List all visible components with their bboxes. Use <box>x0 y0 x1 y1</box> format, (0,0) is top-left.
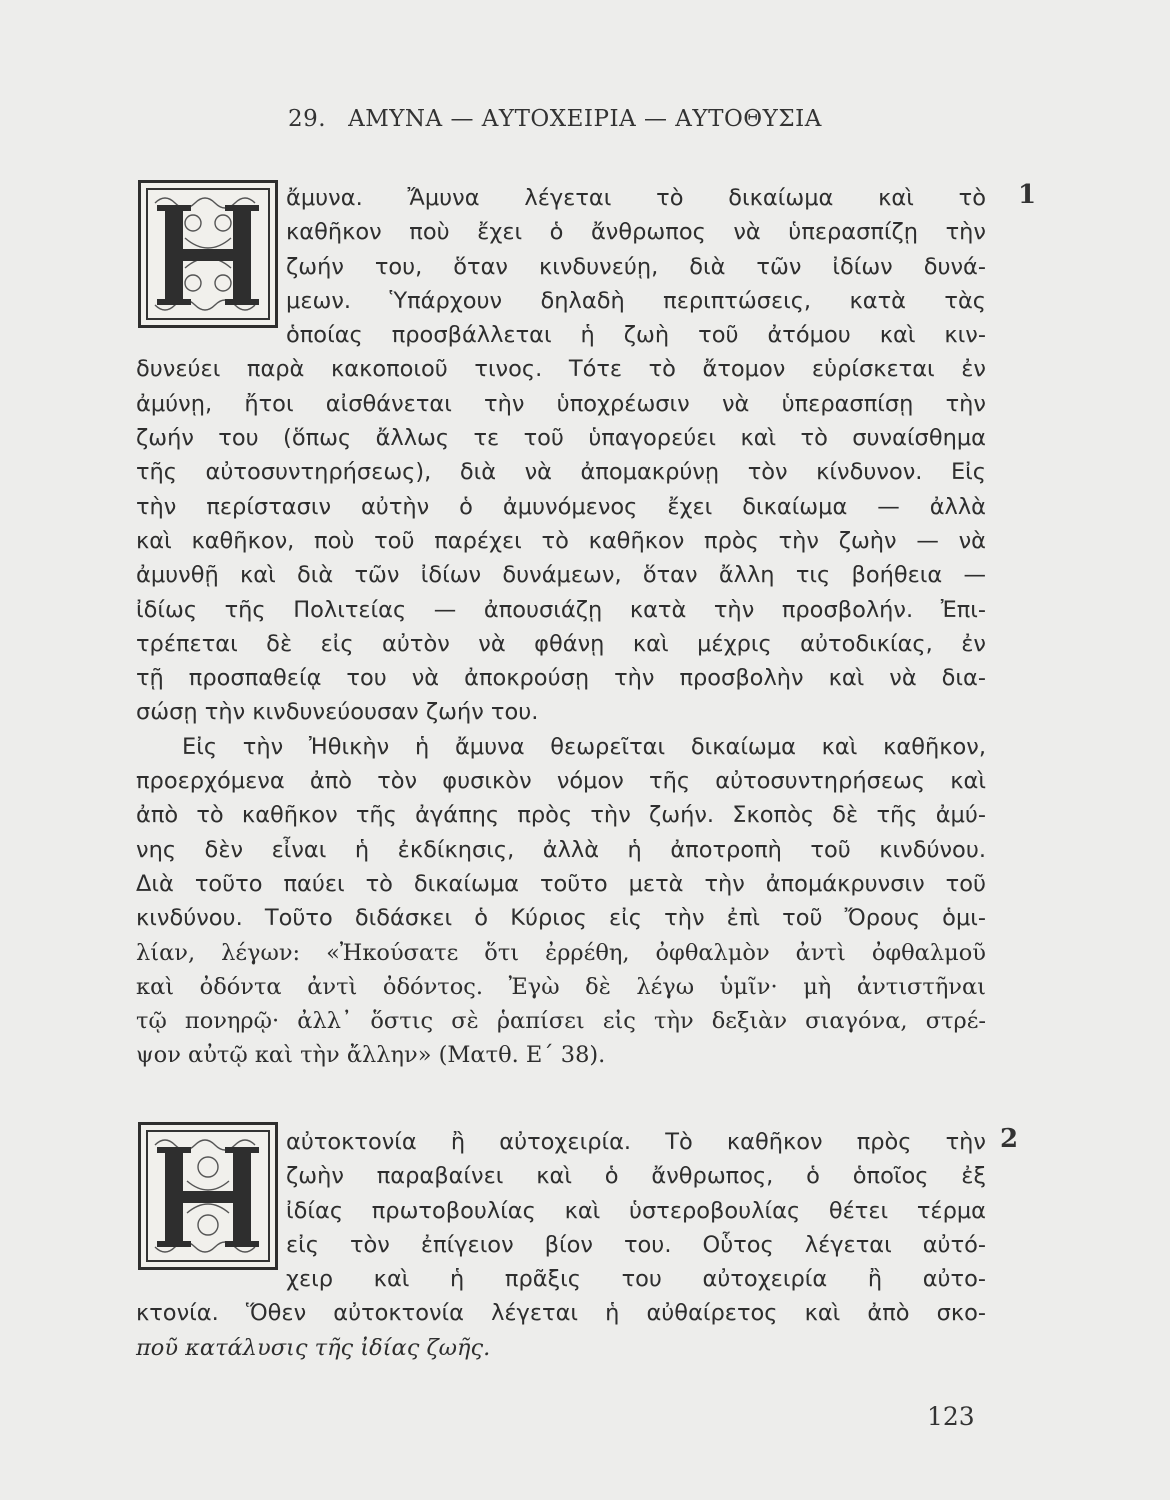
text-line: Εἰς τὴν Ἠθικὴν ἡ ἄμυνα θεωρεῖται δικαίωμα καὶ καθῆκον, <box>182 733 986 760</box>
text-line: κινδύνου. Τοῦτο διδάσκει ὁ Κύριος εἰς τὴν ἐπὶ τοῦ Ὄρους ὁμι- <box>136 905 986 932</box>
text-line: ἰδίας πρωτοβουλίας καὶ ὑστεροβουλίας θέτει τέρμα <box>286 1197 986 1224</box>
text-line: καὶ καθῆκον, ποὺ τοῦ παρέχει τὸ καθῆκον πρὸς τὴν ζωὴν — νὰ <box>136 527 986 554</box>
text-line: Διὰ τοῦτο παύει τὸ δικαίωμα τοῦτο μετὰ τὴν ἀπομάκρυνσιν τοῦ <box>136 870 986 897</box>
text-line: ἀμυνθῇ καὶ διὰ τῶν ἰδίων δυνάμεων, ὅταν ἄλλη τις βοήθεια — <box>136 562 986 589</box>
text-line: ζωήν του (ὅπως ἄλλως τε τοῦ ὑπαγορεύει καὶ τὸ συναίσθημα <box>136 425 986 452</box>
text-line: ποῦ κατάλυσις τῆς ἰδίας ζωῆς. <box>136 1334 491 1361</box>
text-line: τῆς αὐτοσυντηρήσεως), διὰ νὰ ἀπομακρύνῃ τὸν κίνδυνον. Εἰς <box>136 459 986 486</box>
text-line: κτονία. Ὅθεν αὐτοκτονία λέγεται ἡ αὐθαίρετος καὶ ἀπὸ σκο- <box>136 1300 986 1327</box>
text-line: ζωήν του, ὅταν κινδυνεύῃ, διὰ τῶν ἰδίων δυνά- <box>286 253 986 280</box>
text-line: αὐτοκτονία ἢ αὐτοχειρία. Τὸ καθῆκον πρὸς τὴν <box>286 1129 986 1155</box>
text-line: τρέπεται δὲ εἰς αὐτὸν νὰ φθάνῃ καὶ μέχρις αὐτοδικίας, ἐν <box>136 630 986 657</box>
text-line: τὴν περίστασιν αὐτὴν ὁ ἀμυνόμενος ἔχει δικαίωμα — ἀλλὰ <box>136 493 986 520</box>
text-line: ψον αὐτῷ καὶ τὴν ἄλλην» (Ματθ. Ε´ 38). <box>136 1042 606 1069</box>
text-line: προερχόμενα ἀπὸ τὸν φυσικὸν νόμον τῆς αὐτοσυντηρήσεως καὶ <box>136 768 986 795</box>
margin-number-2: 2 <box>1000 1124 1019 1154</box>
text-line: ἀπὸ τὸ καθῆκον τῆς ἀγάπης πρὸς τὴν ζωήν. Σκοπὸς δὲ τῆς ἀμύ- <box>136 802 986 829</box>
text-line: ἀμύνῃ, ἤτοι αἰσθάνεται τὴν ὑποχρέωσιν νὰ ὑπερασπίσῃ τὴν <box>136 390 986 417</box>
chapter-title: ΑΜΥΝΑ — ΑΥΤΟΧΕΙΡΙΑ — ΑΥΤΟΘΥΣΙΑ <box>348 106 822 132</box>
text-line: ζωὴν παραβαίνει καὶ ὁ ἄνθρωπος, ὁ ὁποῖος ἐξ <box>286 1163 986 1190</box>
text-line: ἰδίως τῆς Πολιτείας — ἀπουσιάζῃ κατὰ τὴν προσβολήν. Ἐπι- <box>136 596 986 623</box>
section-1-text <box>136 181 986 1073</box>
text-line: ὁποίας προσβάλλεται ἡ ζωὴ τοῦ ἀτόμου καὶ κιν- <box>286 322 986 349</box>
text-line: ἄμυνα. Ἄμυνα λέγεται τὸ δικαίωμα καὶ τὸ <box>286 185 986 211</box>
section-2-text <box>136 1125 986 1365</box>
text-line: σώσῃ τὴν κινδυνεύουσαν ζωήν του. <box>136 699 539 726</box>
page-number: 123 <box>927 1402 975 1431</box>
text-line: τῷ πονηρῷ· ἀλλ᾿ ὅστις σὲ ῥαπίσει εἰς τὴν δεξιὰν σιαγόνα, στρέ- <box>136 1008 986 1035</box>
text-line: δυνεύει παρὰ κακοποιοῦ τινος. Τότε τὸ ἄτομον εὑρίσκεται ἐν <box>136 356 986 383</box>
margin-number-1: 1 <box>1018 180 1037 210</box>
text-line: νης δὲν εἶναι ἡ ἐκδίκησις, ἀλλὰ ἡ ἀποτροπὴ τοῦ κινδύνου. <box>136 836 986 863</box>
text-line: λίαν, λέγων: «Ἠκούσατε ὅτι ἐρρέθη, ὀφθαλμὸν ἀντὶ ὀφθαλμοῦ <box>136 939 986 966</box>
text-line: χειρ καὶ ἡ πρᾶξις του αὐτοχειρία ἢ αὐτο- <box>286 1266 986 1293</box>
text-line: τῇ προσπαθείᾳ του νὰ ἀποκρούσῃ τὴν προσβολὴν καὶ νὰ δια- <box>136 665 986 692</box>
text-line: εἰς τὸν ἐπίγειον βίον του. Οὗτος λέγεται αὐτό- <box>286 1231 986 1258</box>
text-line: καὶ ὀδόντα ἀντὶ ὀδόντος. Ἐγὼ δὲ λέγω ὑμῖν· μὴ ἀντιστῆναι <box>136 973 986 1000</box>
text-line: καθῆκον ποὺ ἔχει ὁ ἄνθρωπος νὰ ὑπερασπίζῃ τὴν <box>286 219 986 246</box>
chapter-number: 29. <box>288 106 327 132</box>
chapter-header <box>288 106 822 132</box>
text-line: μεων. Ὑπάρχουν δηλαδὴ περιπτώσεις, κατὰ τὰς <box>286 287 986 314</box>
